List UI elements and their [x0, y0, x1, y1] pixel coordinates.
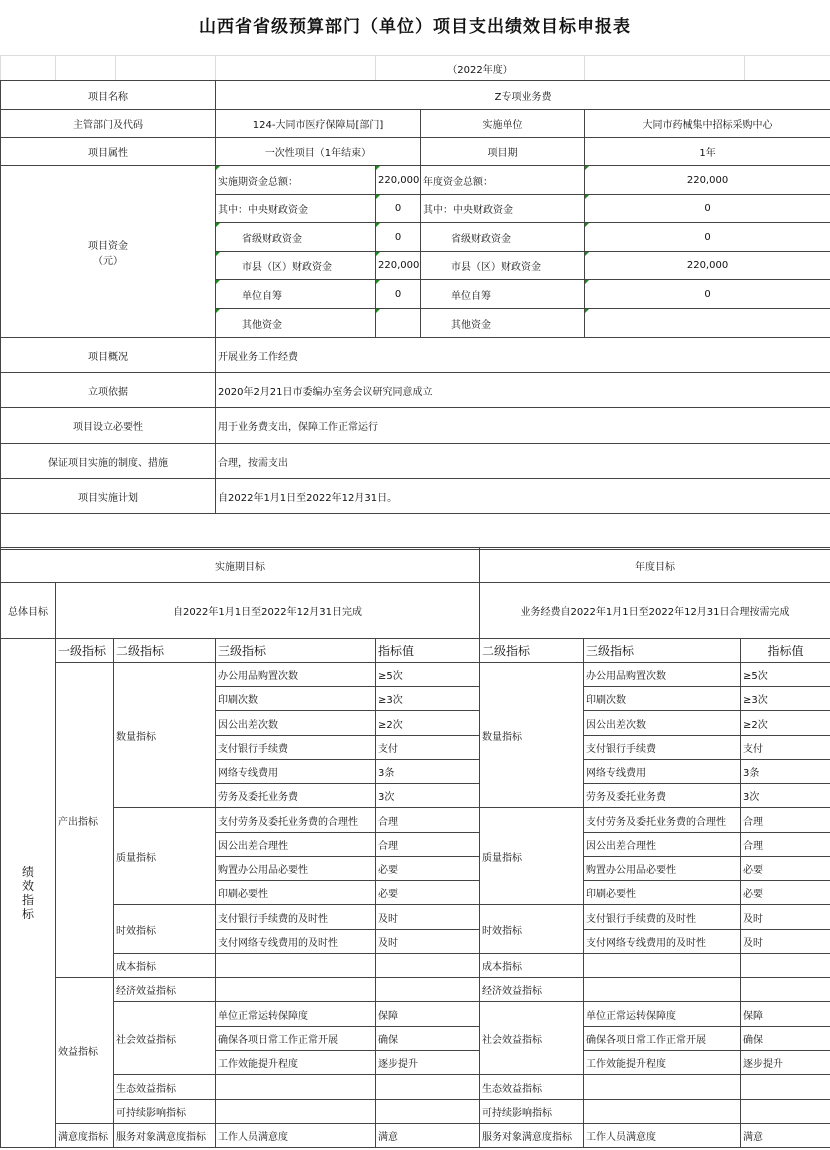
- quantity-label: 数量指标: [114, 663, 216, 808]
- satisfaction-label: 满意度指标: [56, 1124, 114, 1148]
- overview-value: 开展业务工作经费: [216, 338, 830, 373]
- indicator-name: 确保各项日常工作正常开展: [584, 1027, 741, 1051]
- indicator-name: 因公出差合理性: [584, 833, 741, 857]
- indicator-value: 必要: [741, 857, 830, 881]
- attr-value: 一次性项目（1年结束）: [216, 138, 421, 166]
- plan-label: 项目实施计划: [1, 479, 216, 514]
- sustainable-label: 可持续影响指标: [114, 1100, 216, 1124]
- social-label: 社会效益指标: [114, 1002, 216, 1075]
- indicator-value: 3条: [376, 760, 480, 784]
- indicator-name: 劳务及委托业务费: [216, 784, 376, 808]
- indicator-name: 办公用品购置次数: [584, 663, 741, 687]
- perf-label-cell: [1, 639, 56, 1148]
- perf-label: 绩效指标: [22, 865, 35, 921]
- indicator-name: 因公出差次数: [216, 711, 376, 736]
- indicator-value: 逐步提升: [741, 1051, 830, 1075]
- year-header-table: [0, 55, 830, 81]
- header-val-annual: 指标值: [741, 639, 830, 663]
- ecological-label-annual: 生态效益指标: [480, 1075, 584, 1100]
- indicator-value: 合理: [741, 808, 830, 833]
- header-l3-annual: 三级指标: [584, 639, 741, 663]
- fund-row-value: 220,000: [585, 252, 830, 280]
- header-l2: 二级指标: [114, 639, 216, 663]
- service-sat-label-annual: 服务对象满意度指标: [480, 1124, 584, 1148]
- indicator-name: 工作效能提升程度: [216, 1051, 376, 1075]
- cost-label: 成本指标: [114, 954, 216, 978]
- attr-label: 项目属性: [1, 138, 216, 166]
- overview-label: 项目概况: [1, 338, 216, 373]
- period-label: 项目期: [421, 138, 585, 166]
- fund-row-label: 省级财政资金: [421, 223, 585, 252]
- indicator-name: 支付银行手续费的及时性: [216, 905, 376, 930]
- indicator-value: ≥2次: [741, 711, 830, 736]
- fund-row-value: 220,000: [376, 166, 421, 195]
- indicator-name: 支付银行手续费: [216, 736, 376, 760]
- header-val: 指标值: [376, 639, 480, 663]
- indicator-name: 确保各项日常工作正常开展: [216, 1027, 376, 1051]
- quality-label-annual: 质量指标: [480, 808, 584, 905]
- indicator-value: 及时: [376, 930, 480, 954]
- measures-value: 合理，按需支出: [216, 444, 830, 479]
- performance-table: [0, 547, 830, 1148]
- indicator-name: 支付劳务及委托业务费的合理性: [584, 808, 741, 833]
- indicator-value: ≥3次: [741, 687, 830, 711]
- fund-row-label: 其中：中央财政资金: [216, 195, 376, 223]
- indicator-value: 保障: [376, 1002, 480, 1027]
- header-l1: 一级指标: [56, 639, 114, 663]
- fund-row-label: 年度资金总额：: [421, 166, 585, 195]
- header-l2-annual: 二级指标: [480, 639, 584, 663]
- fund-row-label: 实施期资金总额：: [216, 166, 376, 195]
- indicator-name: 网络专线费用: [584, 760, 741, 784]
- indicator-name: 印刷必要性: [216, 881, 376, 905]
- indicator-value: 及时: [741, 930, 830, 954]
- indicator-name: 购置办公用品必要性: [216, 857, 376, 881]
- necessity-value: 用于业务费支出，保障工作正常运行: [216, 408, 830, 444]
- indicator-name: 因公出差次数: [584, 711, 741, 736]
- economic-label: 经济效益指标: [114, 978, 216, 1002]
- plan-value: 自2022年1月1日至2022年12月31日。: [216, 479, 830, 514]
- service-sat-label: 服务对象满意度指标: [114, 1124, 216, 1148]
- indicator-value: 必要: [376, 881, 480, 905]
- period-target-text: 自2022年1月1日至2022年12月31日完成: [56, 583, 480, 639]
- indicator-value: 3次: [376, 784, 480, 808]
- funds-label-cell: [1, 166, 216, 338]
- indicator-value: 必要: [741, 881, 830, 905]
- dept-value: 124-大同市医疗保障局[部门]: [216, 110, 421, 138]
- indicator-name: 单位正常运转保障度: [216, 1002, 376, 1027]
- indicator-name: 劳务及委托业务费: [584, 784, 741, 808]
- blank-spacer-row: [1, 514, 830, 550]
- indicator-value: 保障: [741, 1002, 830, 1027]
- indicator-name: 支付网络专线费用的及时性: [216, 930, 376, 954]
- indicator-name: 工作人员满意度: [584, 1124, 741, 1148]
- indicator-name: 网络专线费用: [216, 760, 376, 784]
- fund-row-label: 其他资金: [421, 309, 585, 338]
- dept-label: 主管部门及代码: [1, 110, 216, 138]
- indicator-value: 3条: [741, 760, 830, 784]
- indicator-value: 必要: [376, 857, 480, 881]
- indicator-value: 支付: [741, 736, 830, 760]
- fund-row-value: 0: [585, 195, 830, 223]
- fund-row-label: 省级财政资金: [216, 223, 376, 252]
- indicator-name: 工作人员满意度: [216, 1124, 376, 1148]
- funds-unit: （元）: [93, 255, 123, 267]
- fund-row-value: 0: [376, 195, 421, 223]
- indicator-name: 印刷次数: [584, 687, 741, 711]
- form-title: 山西省省级预算部门（单位）项目支出绩效目标申报表: [199, 17, 631, 37]
- period-target-header: 实施期目标: [1, 548, 480, 583]
- fund-row-value: 0: [585, 223, 830, 252]
- indicator-value: 确保: [376, 1027, 480, 1051]
- basis-value: 2020年2月21日市委编办室务会议研究同意成立: [216, 373, 830, 408]
- indicator-name: 购置办公用品必要性: [584, 857, 741, 881]
- indicator-value: 合理: [376, 833, 480, 857]
- unit-value: 大同市药械集中招标采购中心: [585, 110, 830, 138]
- indicator-value: 支付: [376, 736, 480, 760]
- indicator-value: ≥5次: [741, 663, 830, 687]
- indicator-name: 办公用品购置次数: [216, 663, 376, 687]
- indicator-value: ≥3次: [376, 687, 480, 711]
- indicator-name: 支付银行手续费的及时性: [584, 905, 741, 930]
- timeliness-label: 时效指标: [114, 905, 216, 954]
- measures-label: 保证项目实施的制度、措施: [1, 444, 216, 479]
- period-value: 1年: [585, 138, 830, 166]
- indicator-name: 工作效能提升程度: [584, 1051, 741, 1075]
- timeliness-label-annual: 时效指标: [480, 905, 584, 954]
- fund-row-value: 0: [376, 223, 421, 252]
- fund-row-label: 市县（区）财政资金: [421, 252, 585, 280]
- indicator-name: 支付劳务及委托业务费的合理性: [216, 808, 376, 833]
- header-l3: 三级指标: [216, 639, 376, 663]
- fund-row-value: 0: [585, 280, 830, 309]
- year-label: （2022年度）: [376, 56, 585, 81]
- project-name-label: 项目名称: [1, 81, 216, 110]
- indicator-value: 满意: [376, 1124, 480, 1148]
- indicator-name: 印刷次数: [216, 687, 376, 711]
- indicator-value: 及时: [741, 905, 830, 930]
- fund-row-label: 单位自筹: [421, 280, 585, 309]
- quantity-label-annual: 数量指标: [480, 663, 584, 808]
- fund-row-value: 220,000: [376, 252, 421, 280]
- indicator-value: 及时: [376, 905, 480, 930]
- social-label-annual: 社会效益指标: [480, 1002, 584, 1075]
- fund-row-label: 单位自筹: [216, 280, 376, 309]
- fund-row-value: [585, 309, 830, 338]
- indicator-name: 因公出差合理性: [216, 833, 376, 857]
- fund-row-value: 0: [376, 280, 421, 309]
- indicator-value: 合理: [741, 833, 830, 857]
- indicator-name: 单位正常运转保障度: [584, 1002, 741, 1027]
- indicator-value: 确保: [741, 1027, 830, 1051]
- indicator-name: 支付银行手续费: [584, 736, 741, 760]
- indicator-value: ≥5次: [376, 663, 480, 687]
- necessity-label: 项目设立必要性: [1, 408, 216, 444]
- annual-target-header: 年度目标: [480, 548, 830, 583]
- overall-target-label: 总体目标: [1, 583, 56, 639]
- basis-label: 立项依据: [1, 373, 216, 408]
- indicator-value: 3次: [741, 784, 830, 808]
- unit-label: 实施单位: [421, 110, 585, 138]
- indicator-value: 逐步提升: [376, 1051, 480, 1075]
- quality-label: 质量指标: [114, 808, 216, 905]
- output-label: 产出指标: [56, 663, 114, 978]
- fund-row-value: [376, 309, 421, 338]
- indicator-name: 印刷必要性: [584, 881, 741, 905]
- indicator-value: ≥2次: [376, 711, 480, 736]
- benefit-label: 效益指标: [56, 978, 114, 1124]
- fund-row-label: 其他资金: [216, 309, 376, 338]
- sustainable-label-annual: 可持续影响指标: [480, 1100, 584, 1124]
- indicator-name: 支付网络专线费用的及时性: [584, 930, 741, 954]
- fund-row-value: 220,000: [585, 166, 830, 195]
- ecological-label: 生态效益指标: [114, 1075, 216, 1100]
- indicator-value: 满意: [741, 1124, 830, 1148]
- project-name: Z专项业务费: [216, 81, 830, 110]
- indicator-value: 合理: [376, 808, 480, 833]
- funds-label: 项目资金: [88, 240, 128, 252]
- fund-row-label: 其中：中央财政资金: [421, 195, 585, 223]
- cost-label-annual: 成本指标: [480, 954, 584, 978]
- project-info-table: [0, 80, 830, 550]
- fund-row-label: 市县（区）财政资金: [216, 252, 376, 280]
- annual-target-text: 业务经费自2022年1月1日至2022年12月31日合理按需完成: [480, 583, 830, 639]
- economic-label-annual: 经济效益指标: [480, 978, 584, 1002]
